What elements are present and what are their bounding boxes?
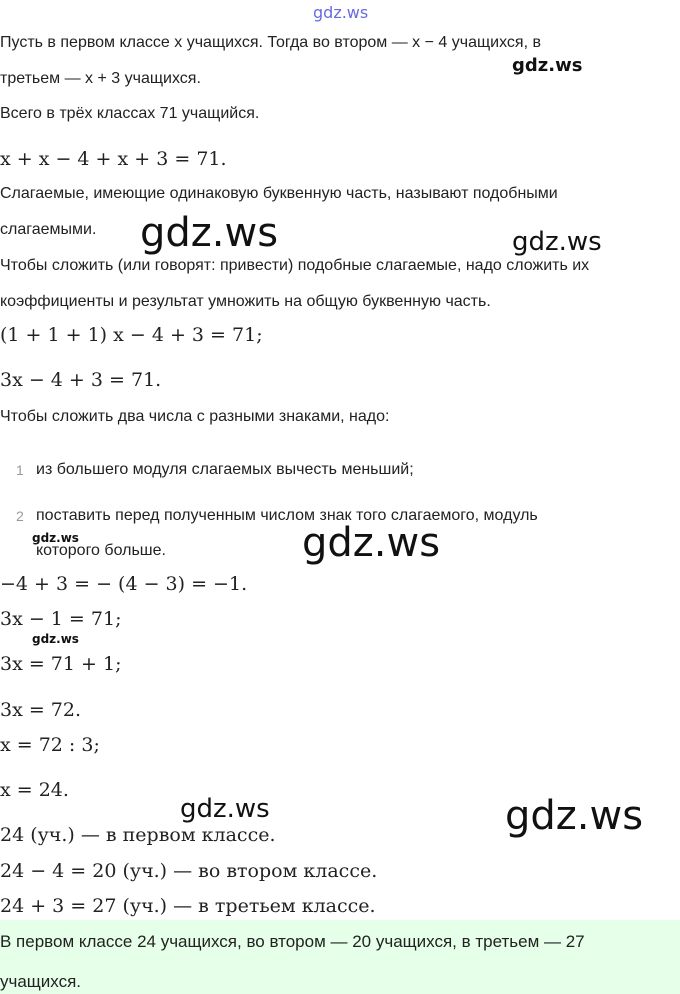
list-item-1: из большего модуля слагаемых вычесть меньший; bbox=[36, 461, 414, 478]
watermark: gdz.ws bbox=[313, 3, 369, 22]
watermark: gdz.ws bbox=[140, 210, 279, 256]
watermark: gdz.ws bbox=[512, 55, 583, 76]
text-line-5: слагаемыми. bbox=[0, 221, 97, 238]
text-line-3: Всего в трёх классах 71 учащийся. bbox=[0, 105, 260, 122]
list-item-2: поставить перед полученным числом знак того слагаемого, модуль bbox=[36, 507, 538, 524]
equation-1: x + x − 4 + x + 3 = 71. bbox=[0, 148, 227, 170]
equation-6: 3x = 71 + 1; bbox=[0, 653, 122, 675]
watermark: gdz.ws bbox=[32, 531, 79, 545]
text-line-4: Слагаемые, имеющие одинаковую буквенную часть, называют подобными bbox=[0, 185, 558, 202]
watermark: gdz.ws bbox=[512, 227, 602, 257]
watermark: gdz.ws bbox=[302, 520, 441, 566]
equation-4: −4 + 3 = − (4 − 3) = −1. bbox=[0, 573, 248, 595]
text-line-7: коэффициенты и результат умножить на общую буквенную часть. bbox=[0, 293, 491, 310]
result-line-3: 24 + 3 = 27 (уч.) — в третьем классе. bbox=[0, 895, 376, 917]
list-item-2-cont: которого больше. bbox=[36, 542, 166, 559]
text-line-1: Пусть в первом классе x учащихся. Тогда во втором — x − 4 учащихся, в bbox=[0, 34, 541, 51]
text-line-2: третьем — x + 3 учащихся. bbox=[0, 70, 201, 87]
text-line-8: Чтобы сложить два числа с разными знаками, надо: bbox=[0, 408, 390, 425]
equation-7: 3x = 72. bbox=[0, 699, 82, 721]
equation-8: x = 72 : 3; bbox=[0, 734, 100, 756]
equation-9: x = 24. bbox=[0, 779, 69, 801]
list-number-1: 1 bbox=[16, 462, 24, 478]
result-line-1: 24 (уч.) — в первом классе. bbox=[0, 824, 276, 846]
text-line-6: Чтобы сложить (или говорят: привести) подобные слагаемые, надо сложить их bbox=[0, 257, 590, 274]
equation-3: 3x − 4 + 3 = 71. bbox=[0, 369, 162, 391]
answer-line-2: учащихся. bbox=[0, 972, 82, 991]
equation-2: (1 + 1 + 1) x − 4 + 3 = 71; bbox=[0, 324, 263, 346]
watermark: gdz.ws bbox=[180, 794, 270, 824]
answer-line-1: В первом классе 24 учащихся, во втором — 20 учащихся, в третьем — 27 bbox=[0, 932, 585, 951]
watermark: gdz.ws bbox=[505, 793, 644, 839]
result-line-2: 24 − 4 = 20 (уч.) — во втором классе. bbox=[0, 860, 378, 882]
equation-5: 3x − 1 = 71; bbox=[0, 608, 122, 630]
watermark: gdz.ws bbox=[32, 632, 79, 646]
list-number-2: 2 bbox=[16, 508, 24, 524]
